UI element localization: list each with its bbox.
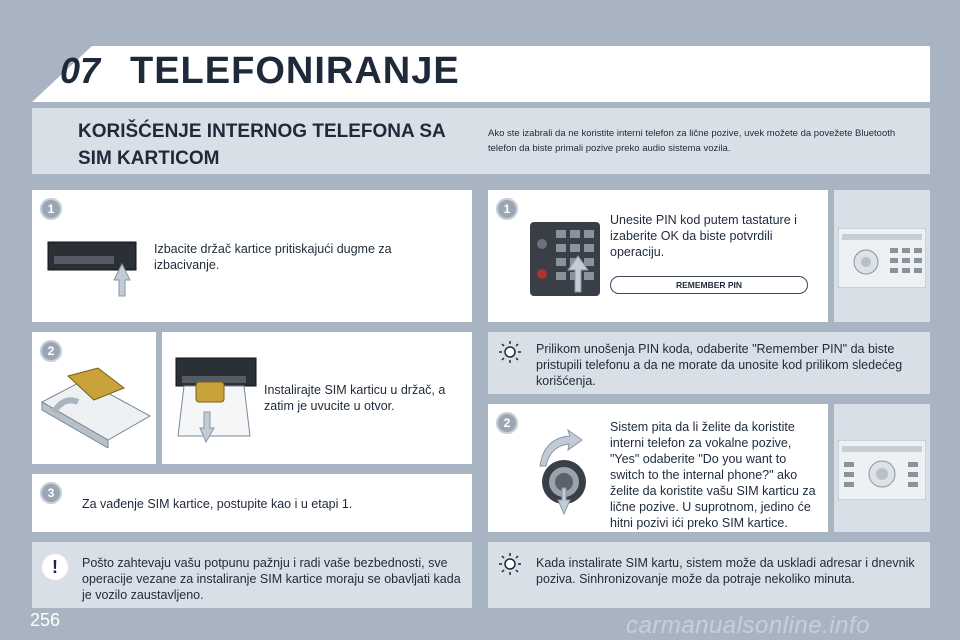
sim-tray-icon [38,366,154,448]
watermark: carmanualsonline.info [626,612,870,639]
step-badge: 1 [40,198,62,220]
chapter-number: 07 [60,50,101,91]
remember-pin-button[interactable]: REMEMBER PIN [610,276,808,294]
step-badge: 2 [496,412,518,434]
lightbulb-tip-icon [498,340,522,364]
warning-text: Pošto zahtevaju vašu potpunu pažnju i radi vaše bezbednosti, sve operacije vezane za instaliranje SIM kartice moraju se obavljati kada je vozilo zaustavljeno. [82,556,461,602]
step-badge: 3 [40,482,62,504]
step-text: Izbacite držač kartice pritiskajući dugme za izbacivanje. [154,242,392,272]
step-badge: 2 [40,340,62,362]
lightbulb-tip-icon [498,552,522,576]
tip-text: Kada instalirate SIM kartu, sistem može da uskladi adresar i dnevnik poziva. Sinhronizovanje može da potraje nekoliko minuta. [536,556,915,586]
section-note: Ako ste izabrali da ne koristite interni telefon za lične pozive, uvek možete da povežete Bluetooth telefon da biste primali pozive preko audio sistema vozila. [488,128,896,154]
head-unit-panel-icon [838,440,926,500]
step-text: Sistem pita da li želite da koristite interni telefon za vokalne pozive, "Yes" odaberite "Do you want to switch to the internal phone?" ako želite da koristite vašu SIM karticu za lične pozive. U suprotnom, jedino će hitni pozivi ići preko SIM kartice. [610,420,816,530]
head-unit-panel-icon [838,228,926,288]
sim-insert-icon [172,356,262,446]
tip-text: Prilikom unošenja PIN koda, odaberite "Remember PIN" da biste pristupili telefonu a da ne morate da unosite kod prilikom sledećeg korišćenja. [536,342,903,388]
section-title: KORIŠĆENJE INTERNOG TELEFONA SA SIM KARTICOM [78,121,446,169]
page-number: 256 [30,610,61,630]
rotary-knob-icon [530,426,594,516]
keypad-icon [530,222,600,296]
chapter-title: TELEFONIRANJE [130,50,460,92]
step-text: Za vađenje SIM kartice, postupite kao i u etapi 1. [82,497,353,511]
card-holder-eject-icon [44,236,144,300]
step-badge: 1 [496,198,518,220]
step-text: Unesite PIN kod putem tastature i izaberite OK da biste potvrdili operaciju. [610,213,797,259]
warning-icon: ! [42,554,68,580]
step-text: Instalirajte SIM karticu u držač, a zatim je uvucite u otvor. [264,383,446,413]
